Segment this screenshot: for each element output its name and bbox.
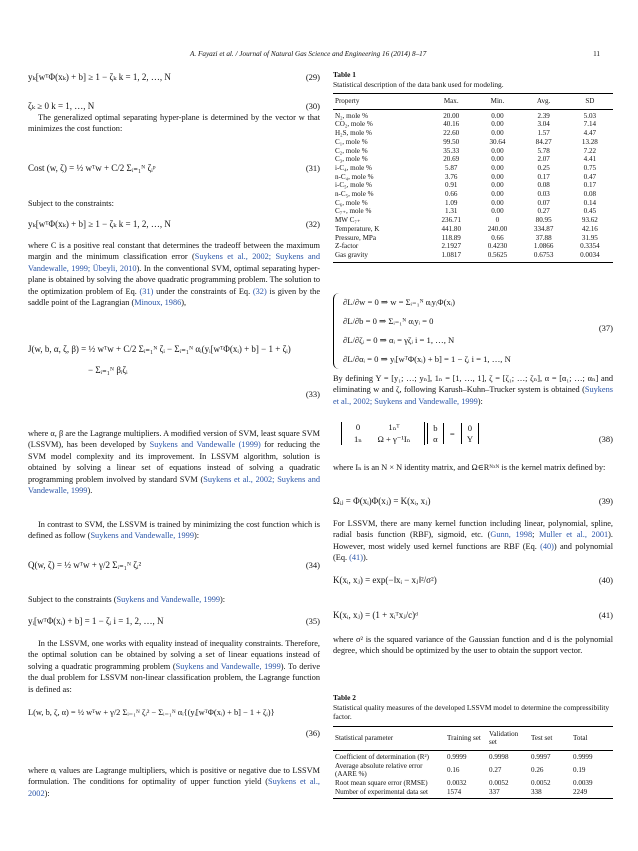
table-cell: 31.95 xyxy=(581,233,598,242)
paragraph-lssvm-intro: where α, β are the Lagrange multipliers. A modified version of SVM, least square SVM (LSSVM), has been developed by Suykens and Vandewalle (1999) for reducing the SVM model complexity and its improvement. In LSSVM algorithm, solution is obtained by solving a linear set of equations instead of solving a quadratic programming problem involved by standard SVM (Suykens et al., 2002; Suykens and Vandewalle, 1999). xyxy=(28,429,320,496)
page-number: 11 xyxy=(593,50,600,58)
table-cell: n-C₅, mole % xyxy=(335,190,374,199)
table-cell: CO₂, mole % xyxy=(335,120,373,129)
equation-31 xyxy=(28,163,320,174)
table-cell: C₃, mole % xyxy=(335,155,368,164)
table-cell: 0.27 xyxy=(489,765,502,774)
table-cell: 30.64 xyxy=(489,137,506,146)
table-cell: 0.07 xyxy=(537,198,550,207)
equation-38-matrix xyxy=(341,422,425,445)
equation-29 xyxy=(28,72,320,83)
table-row xyxy=(333,234,613,243)
table-cell: 42.16 xyxy=(581,224,598,233)
equation-33-line-2: − Σᵢ₌₁ᴺ βᵢζᵢ xyxy=(88,365,128,376)
vector-cell: 0 xyxy=(467,423,473,433)
table-cell: MW C₇₊ xyxy=(335,216,361,225)
table-row xyxy=(333,762,613,779)
equation-36-body: L(w, b, ζ, α) = ½ wᵀw + γ/2 Σᵢ₌₁ᴺ ζᵢ² − Σᵢ₌₁ᴺ αᵢ{(yᵢ[wᵀΦ(xᵢ) + b] − 1 + ζᵢ)} xyxy=(28,708,275,717)
table-cell: N₂, mole % xyxy=(335,111,369,120)
table-cell: 0.0039 xyxy=(573,779,593,788)
table-cell: n-C₄, mole % xyxy=(335,172,374,181)
table-row xyxy=(333,788,613,799)
paragraph-sigma: where σ² is the squared variance of the Gaussian function and d is the polynomial degree, which should be optimized by the user to obtain the support vector. xyxy=(333,635,613,656)
table-cell: 40.16 xyxy=(443,120,460,129)
table-2 xyxy=(333,693,613,799)
vector-cell: b xyxy=(433,423,438,433)
table-cell: C₁, mole % xyxy=(335,137,368,146)
equation-34-body: Q(w, ζ) = ½ wᵀw + γ/2 Σᵢ₌₁ᴺ ζᵢ² xyxy=(28,560,142,570)
table-2-label: Table 2 xyxy=(333,693,356,702)
equation-38-number: (38) xyxy=(598,434,613,444)
table-cell: 5.03 xyxy=(583,111,597,120)
table-row xyxy=(333,207,613,216)
table-cell: 5.78 xyxy=(537,146,550,155)
equation-32-body: yₖ[wᵀΦ(xₖ) + b] ≥ 1 − ζₖ k = 1, 2, …, N xyxy=(28,219,171,229)
equation-32-number: (32) xyxy=(305,219,320,229)
table-row xyxy=(333,129,613,138)
citation-link[interactable]: Suykens and Vandewalle, 1999 xyxy=(90,531,194,541)
table-cell: 84.27 xyxy=(535,137,552,146)
table-cell: 0.25 xyxy=(537,163,550,172)
equation-ref-31[interactable]: (31) xyxy=(139,286,154,296)
table-cell: 236.71 xyxy=(441,216,461,225)
table-2-column-header: Statistical parameter xyxy=(333,726,445,750)
citation-link[interactable]: Suykens et al., 2002 xyxy=(28,777,320,798)
table-cell: Temperature, K xyxy=(335,224,380,233)
table-cell: 7.22 xyxy=(583,146,597,155)
running-title: A. Fayazi et al. / Journal of Natural Gas Science and Engineering 16 (2014) 8–17 xyxy=(190,50,427,58)
table-cell: 0.45 xyxy=(583,207,597,216)
table-cell: i-C₄, mole % xyxy=(335,163,372,172)
equation-39 xyxy=(333,496,613,507)
citation-link[interactable]: Suykens and Vandewalle (1999) xyxy=(149,440,261,450)
table-row xyxy=(333,199,613,208)
table-row xyxy=(333,216,613,225)
table-cell: 2.07 xyxy=(537,155,550,164)
table-cell: 80.95 xyxy=(535,216,552,225)
table-cell: 118.89 xyxy=(441,233,461,242)
equation-40 xyxy=(333,575,613,586)
equation-ref-41[interactable]: (41) xyxy=(349,553,363,563)
equation-ref-40[interactable]: (40) xyxy=(540,541,554,551)
table-cell: 0.9999 xyxy=(447,752,467,761)
table-2-grid xyxy=(333,726,613,800)
table-1-column-header: Avg. xyxy=(521,94,567,110)
paragraph-kkt: By defining Y = [y₁; …; yₙ], 1ₙ = [1, …, 1], ζ = [ζ₁; …; ζₙ], α = [α₁; …; αₙ] and eliminating w and ζ, following Karush–Kuhn–Trucker system is obtained (Suykens et al., 2002; Suykens and Vandewalle, 1999): xyxy=(333,374,613,406)
table-row xyxy=(333,779,613,788)
vector-cell: Y xyxy=(466,434,474,444)
table-cell: 0.0052 xyxy=(531,779,551,788)
citation-link[interactable]: Muller et al., 2001 xyxy=(539,530,609,540)
table-cell: 0.5625 xyxy=(474,251,520,262)
table-cell: 20.00 xyxy=(443,111,460,120)
table-cell: 0.0034 xyxy=(567,251,613,262)
table-cell: 4.41 xyxy=(583,155,597,164)
table-cell: Coefficient of determination (R²) xyxy=(335,752,429,761)
table-row xyxy=(333,750,613,761)
table-1-column-header: Max. xyxy=(428,94,474,110)
table-cell: 2249 xyxy=(571,788,613,799)
citation-link[interactable]: Minoux, 1986 xyxy=(134,298,182,308)
equation-39-body: Ωᵢⱼ = Φ(xᵢ)Φ(xⱼ) = K(xᵢ, xⱼ) xyxy=(333,496,431,506)
table-row xyxy=(333,109,613,120)
table-2-column-header: Test set xyxy=(529,726,571,750)
table-cell: 0.16 xyxy=(447,765,460,774)
table-cell: 7.14 xyxy=(583,120,597,129)
table-cell: 2.1927 xyxy=(441,242,461,251)
table-cell: 0.19 xyxy=(573,765,586,774)
citation-link[interactable]: Suykens and Vandewalle, 1999 xyxy=(116,595,221,604)
table-cell: 1.0866 xyxy=(533,242,554,251)
table-cell: 0.00 xyxy=(491,198,504,207)
table-1-column-header: Property xyxy=(333,94,428,110)
equation-33 xyxy=(28,344,320,400)
table-row xyxy=(333,251,613,262)
vector-cell: α xyxy=(433,434,438,444)
matrix-cell: Ω + γ⁻¹Iₙ xyxy=(377,434,411,444)
equation-37-brace xyxy=(333,293,340,369)
table-cell: 1574 xyxy=(445,788,487,799)
table-cell: 1.0817 xyxy=(428,251,474,262)
table-cell: i-C₅, mole % xyxy=(335,181,372,190)
equation-38-vector xyxy=(427,423,444,444)
table-cell: 0.00 xyxy=(491,190,504,199)
equation-37-line: ∂L/∂b = 0 ⇒ Σᵢ₌₁ᴺ αᵢyᵢ = 0 xyxy=(343,316,434,326)
equation-32 xyxy=(28,219,320,230)
table-cell: 0.03 xyxy=(537,190,550,199)
table-cell: 0.9998 xyxy=(489,752,509,761)
equation-36-number: (36) xyxy=(305,728,320,739)
citation-link[interactable]: Suykens et al., 2002; Suykens and Vandewalle, 1999; Übeyli, 2010 xyxy=(28,252,320,273)
table-cell: 2.39 xyxy=(537,111,550,120)
equation-37-line: ∂L/∂w = 0 ⇒ w = Σᵢ₌₁ᴺ αᵢyᵢΦ(xᵢ) xyxy=(343,297,456,307)
table-cell: 3.04 xyxy=(537,120,550,129)
paragraph-optimality: where αᵢ values are Lagrange multipliers, which is positive or negative due to LSSVM formulation. The conditions for optimality of upper function yield (Suykens et al., 2002): xyxy=(28,766,320,798)
equation-30-body: ζₖ ≥ 0 k = 1, …, N xyxy=(28,101,95,111)
equation-40-number: (40) xyxy=(598,575,613,585)
table-cell: 4.47 xyxy=(583,129,597,138)
table-cell: 0 xyxy=(495,216,500,225)
table-row xyxy=(333,147,613,156)
equation-29-body: yₖ[wᵀΦ(xₖ) + b] ≥ 1 − ζₖ k = 1, 2, …, N xyxy=(28,72,171,82)
table-row xyxy=(333,120,613,129)
matrix-cell: 1ₙᵀ xyxy=(388,422,400,432)
table-row xyxy=(333,225,613,234)
equation-35 xyxy=(28,616,320,627)
equation-36 xyxy=(28,707,320,740)
table-cell: 20.69 xyxy=(443,155,460,164)
table-cell: 99.50 xyxy=(443,137,460,146)
table-cell: 0.0032 xyxy=(447,779,467,788)
equation-37 xyxy=(333,293,613,369)
table-1-column-header: Min. xyxy=(474,94,520,110)
table-cell: 0.08 xyxy=(583,190,597,199)
equation-30 xyxy=(28,101,320,112)
equation-37-lines xyxy=(343,293,511,369)
table-cell: 337 xyxy=(487,788,529,799)
equation-38: 0 1ₙᵀ 1ₙ Ω + γ⁻¹Iₙ b α = 0 Y (38) xyxy=(333,422,613,460)
table-row xyxy=(333,155,613,164)
table-2-column-header: Training set xyxy=(445,726,487,750)
table-cell: Pressure, MPa xyxy=(335,233,376,242)
table-cell: 22.60 xyxy=(443,129,460,138)
table-1-label: Table 1 xyxy=(333,70,356,79)
table-cell: 0.17 xyxy=(583,181,597,190)
table-cell: 0.0052 xyxy=(489,779,509,788)
table-row xyxy=(333,190,613,199)
table-cell: 334.87 xyxy=(533,224,554,233)
table-cell: 0.66 xyxy=(491,233,504,242)
table-cell: 13.28 xyxy=(581,137,598,146)
table-2-column-header: Total xyxy=(571,726,613,750)
equation-38-rhs xyxy=(461,423,479,444)
equation-39-number: (39) xyxy=(598,496,613,506)
table-cell: Number of experimental data set xyxy=(333,788,445,799)
table-1-grid xyxy=(333,93,613,263)
table-cell: 0.00 xyxy=(491,111,504,120)
table-cell: C₇₊, mole % xyxy=(335,207,372,216)
table-cell: 5.87 xyxy=(445,163,458,172)
table-cell: 0.08 xyxy=(537,181,550,190)
table-cell: 0.00 xyxy=(491,172,504,181)
citation-link[interactable]: Suykens et al., 2002; Suykens and Vandewalle, 1999 xyxy=(28,474,320,496)
paragraph-hyperplane: The generalized optimal separating hyper-plane is determined by the vector w that minimizes the cost function: xyxy=(28,113,320,134)
equation-30-number: (30) xyxy=(305,101,320,111)
table-cell: 0.3354 xyxy=(580,242,600,251)
table-cell: Z-factor xyxy=(335,242,359,251)
table-cell: 1.57 xyxy=(537,129,550,138)
citation-link[interactable]: Suykens et al., 2002; Suykens and Vandewalle, 1999 xyxy=(333,385,613,406)
table-cell: 0.27 xyxy=(537,207,550,216)
table-cell: 0.75 xyxy=(583,163,597,172)
table-cell: 0.91 xyxy=(445,181,458,190)
paragraph-kernels: For LSSVM, there are many kernel function including linear, polynomial, spline, radial basis function (RBF), sigmoid, etc. (Gunn, 1998; Muller et al., 2001). However, most widely used kernel functions are RBF (Eq. (40)) and polynomial (Eq. (41)). xyxy=(333,519,614,563)
equation-41 xyxy=(333,610,613,621)
equation-33-line-1: J(w, b, α, ζ, β) = ½ wᵀw + C/2 Σᵢ₌₁ᴺ ζᵢ − Σᵢ₌₁ᴺ αᵢ(yᵢ[wᵀΦ(xᵢ) + b] − 1 + ζᵢ) xyxy=(28,344,291,354)
table-cell: 93.62 xyxy=(581,216,598,225)
equation-29-number: (29) xyxy=(305,72,320,82)
equation-37-line: ∂L/∂αᵢ = 0 ⇒ yᵢ[wᵀΦ(xᵢ) + b] = 1 − ζᵢ i = 1, …, N xyxy=(343,354,511,364)
table-cell: 0.17 xyxy=(537,172,550,181)
table-2-caption: Statistical quality measures of the developed LSSVM model to determine the compressibility factor. xyxy=(333,702,610,721)
table-row xyxy=(333,181,613,190)
paragraph-identity: where Iₙ is an N × N identity matrix, and Ω∈Rᴺˣᴺ is the kernel matrix defined by: xyxy=(333,463,606,472)
table-cell: 338 xyxy=(529,788,571,799)
table-cell: 0.14 xyxy=(583,198,597,207)
matrix-cell: 1ₙ xyxy=(353,434,362,444)
equation-41-number: (41) xyxy=(598,610,613,620)
equation-35-body: yᵢ[wᵀΦ(xᵢ) + b] = 1 − ζᵢ i = 1, 2, …, N xyxy=(28,616,164,626)
table-cell: 0.00 xyxy=(491,163,504,172)
table-row xyxy=(333,173,613,182)
table-cell: 0.9997 xyxy=(531,752,551,761)
table-cell: 0.00 xyxy=(491,146,504,155)
table-cell: 0.00 xyxy=(491,120,504,129)
table-row xyxy=(333,138,613,147)
equation-41-body: K(xᵢ, xⱼ) = (1 + xᵢᵀxⱼ/c)ᵈ xyxy=(333,610,418,620)
equation-31-body: Cost (w, ζ) = ½ wᵀw + C/2 Σᵢ₌₁ᴺ ζᵢᵖ xyxy=(28,163,156,173)
table-cell: 37.88 xyxy=(535,233,552,242)
table-cell: 1.09 xyxy=(445,198,458,207)
table-cell: 0.66 xyxy=(445,190,458,199)
equation-37-number: (37) xyxy=(598,323,613,333)
table-cell: Root mean square error (RMSE) xyxy=(335,779,428,788)
table-cell: 1.31 xyxy=(445,207,458,216)
equation-37-line: ∂L/∂ζᵢ = 0 ⇒ αᵢ = γζᵢ i = 1, …, N xyxy=(343,335,455,345)
table-cell: 35.33 xyxy=(443,146,460,155)
equation-ref-32[interactable]: (32) xyxy=(252,286,267,296)
table-cell: H₂S, mole % xyxy=(335,129,372,138)
equation-34-number: (34) xyxy=(305,560,320,570)
table-cell: 441.80 xyxy=(441,224,461,233)
table-cell: 0.9999 xyxy=(573,752,593,761)
table-cell: 0.00 xyxy=(491,207,504,216)
table-cell: 0.00 xyxy=(491,155,504,164)
equation-31-number: (31) xyxy=(305,163,320,173)
table-cell: C₆, mole % xyxy=(335,198,368,207)
paragraph-tradeoff: where C is a positive real constant that determines the tradeoff between the maximum margin and the minimum classification error (Suykens et al., 2002; Suykens and Vandewalle, 1999; Übeyli, 2010). In the conventional SVM, optimal separating hyper-plane is obtained by solving the above quadratic programming problem. The solution to the optimization problem of Eq. (31) under the constraints of Eq. (32) is given by the saddle point of the Lagrangian (Minoux, 1986), xyxy=(28,241,321,308)
equation-33-number: (33) xyxy=(305,388,320,399)
equation-35-number: (35) xyxy=(305,616,320,626)
citation-link[interactable]: Suykens and Vandewalle, 1999 xyxy=(175,661,281,671)
table-cell: Gas gravity xyxy=(333,251,428,262)
table-row xyxy=(333,164,613,173)
table-cell: 0.00 xyxy=(491,129,504,138)
table-cell: 0.6753 xyxy=(521,251,567,262)
matrix-cell: 0 xyxy=(355,422,361,432)
table-cell: 0.47 xyxy=(583,172,597,181)
table-cell: C₂, mole % xyxy=(335,146,368,155)
paragraph-constraints: Subject to the constraints (Suykens and Vandewalle, 1999): xyxy=(28,595,226,604)
table-1-column-header: SD xyxy=(567,94,613,110)
table-cell: 3.76 xyxy=(445,172,458,181)
table-1-caption: Statistical description of the data bank used for modeling. xyxy=(333,79,504,89)
table-cell: 0.4230 xyxy=(487,242,508,251)
paragraph-subject-to: Subject to the constraints: xyxy=(28,199,114,208)
paragraph-equality: In the LSSVM, one works with equality instead of inequality constraints. Therefore, the optimal solution can be obtained by solving a set of linear equations instead of solving a quadratic programming problem (Suykens and Vandewalle, 1999). To derive the dual problem for LSSVM non-linear classification problem, the Lagrange function is defined as: xyxy=(28,639,320,694)
table-cell: 240.00 xyxy=(487,224,508,233)
equation-40-body: K(xᵢ, xⱼ) = exp(−‖xᵢ − xⱼ‖²/σ²) xyxy=(333,575,437,585)
equation-34 xyxy=(28,560,320,571)
table-cell: 0.26 xyxy=(531,765,544,774)
table-1 xyxy=(333,70,613,263)
table-2-column-header: Validation set xyxy=(487,726,529,750)
table-cell: Average absolute relative error (AARE %) xyxy=(335,761,423,779)
table-cell: 0.00 xyxy=(491,181,504,190)
paragraph-lssvm-cost: In contrast to SVM, the LSSVM is trained by minimizing the cost function which is defined as follow (Suykens and Vandewalle, 1999): xyxy=(28,520,320,541)
citation-link[interactable]: Gunn, 1998 xyxy=(490,530,533,540)
table-row xyxy=(333,242,613,251)
